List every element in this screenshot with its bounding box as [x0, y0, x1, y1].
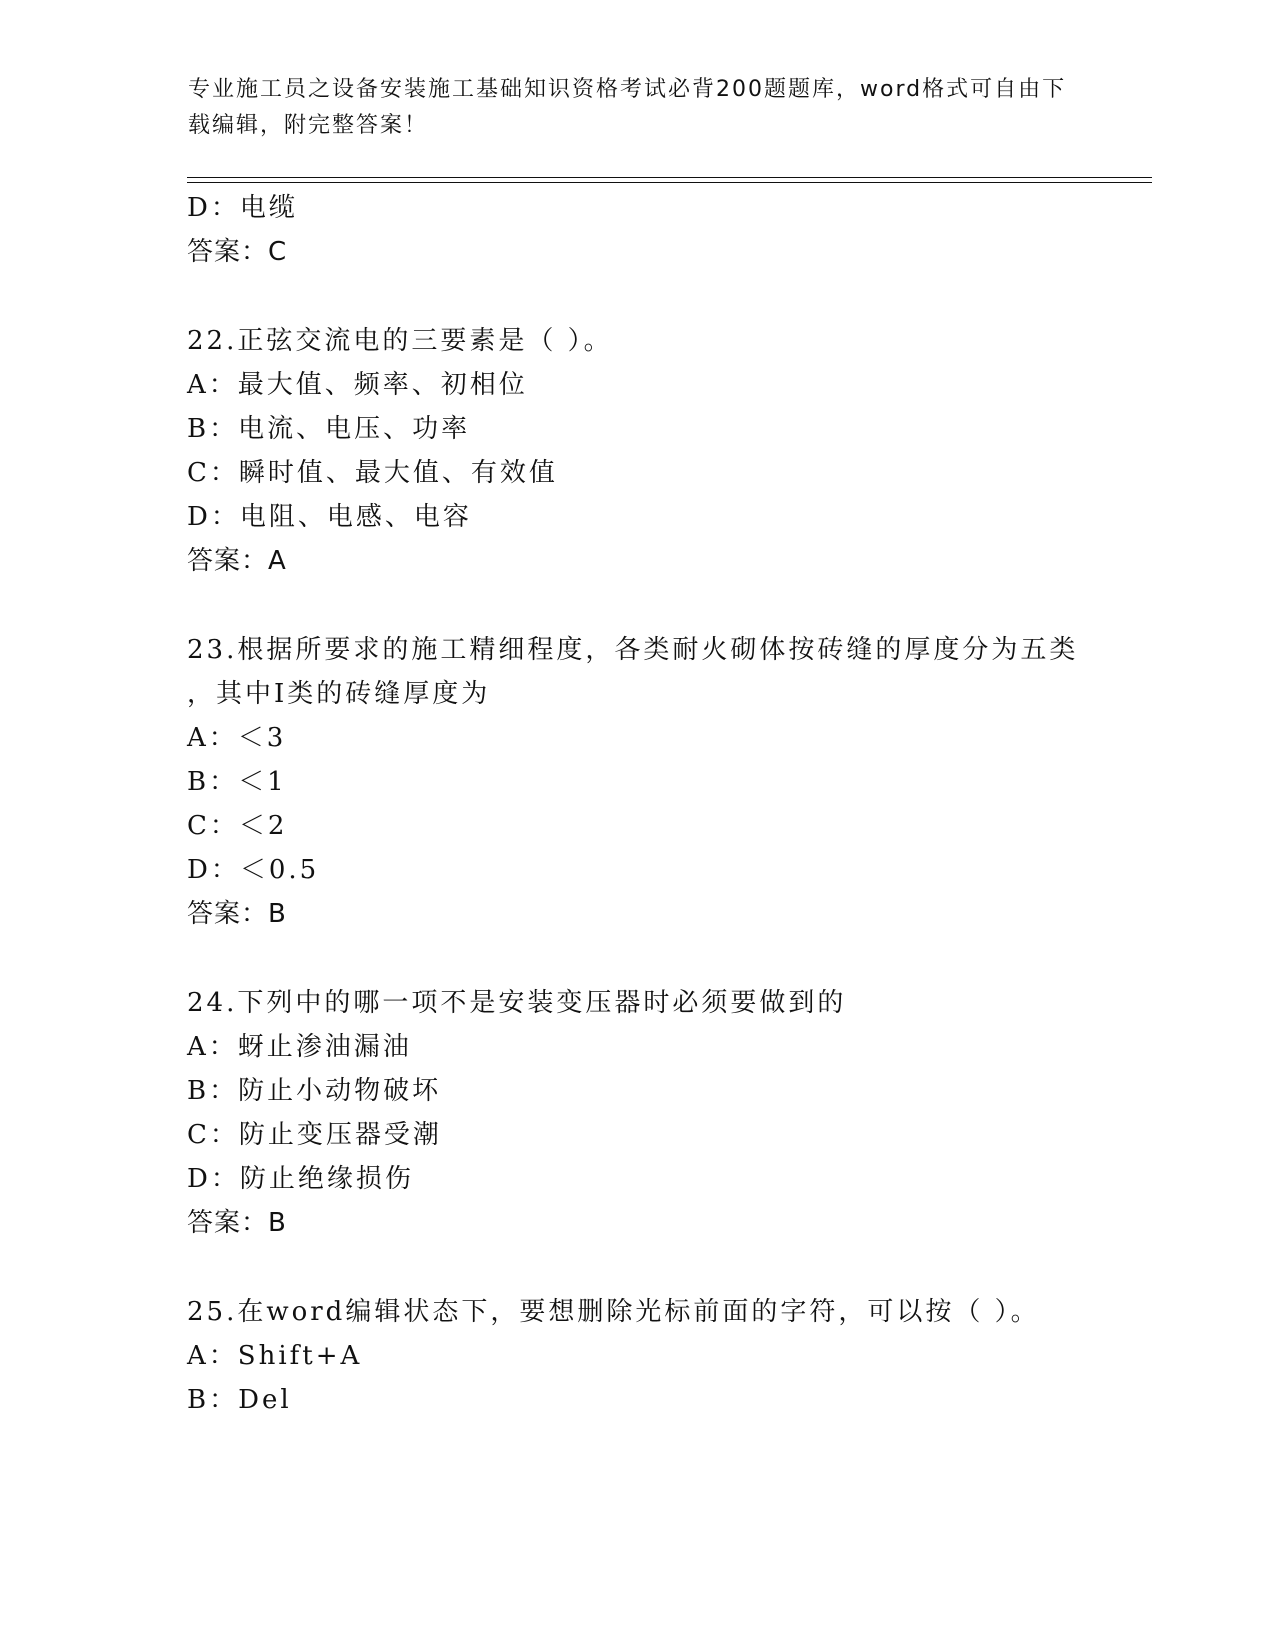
- question-22-option-c: C：瞬时值、最大值、有效值: [187, 458, 558, 488]
- question-24-stem: 24.下列中的哪一项不是安装变压器时必须要做到的: [187, 988, 847, 1018]
- question-22-stem: 22.正弦交流电的三要素是（ ）。: [187, 326, 613, 356]
- question-23-stem-line2: ，其中Ⅰ类的砖缝厚度为: [187, 679, 491, 709]
- question-23-option-d: D：＜0.5: [187, 855, 320, 885]
- answer-prev: 答案：C: [187, 237, 288, 267]
- question-24-option-d: D：防止绝缘损伤: [187, 1164, 414, 1194]
- question-22-answer: 答案：A: [187, 546, 287, 576]
- question-23-answer: 答案：B: [187, 899, 287, 929]
- header-title: 专业施工员之设备安装施工基础知识资格考试必背200题题库，word格式可自由下载编辑，附完整答案！: [188, 77, 1067, 138]
- question-22-option-a: A：最大值、频率、初相位: [187, 370, 528, 400]
- question-25-option-a: A：Shift+A: [187, 1341, 363, 1371]
- header-rule-bottom: [187, 182, 1152, 183]
- question-23-option-c: C：＜2: [187, 811, 288, 841]
- header-rule-top: [187, 177, 1152, 178]
- question-24-answer: 答案：B: [187, 1208, 287, 1238]
- question-22-option-d: D：电阻、电感、电容: [187, 502, 472, 532]
- question-24-option-c: C：防止变压器受潮: [187, 1120, 442, 1150]
- question-23-stem-line1: 23.根据所要求的施工精细程度，各类耐火砌体按砖缝的厚度分为五类: [187, 635, 1079, 665]
- question-22-option-b: B：电流、电压、功率: [187, 414, 471, 444]
- question-23-option-b: B：＜1: [187, 767, 287, 797]
- document-header: [188, 72, 1068, 144]
- question-23-option-a: A：＜3: [187, 723, 287, 753]
- question-25-stem: 25.在word编辑状态下，要想删除光标前面的字符，可以按（ ）。: [187, 1297, 1040, 1327]
- question-24-option-b: B：防止小动物破坏: [187, 1076, 442, 1106]
- option-d-prev: D：电缆: [187, 193, 298, 223]
- question-25-option-b: B：Del: [187, 1385, 292, 1415]
- question-24-option-a: A：蚜止渗油漏油: [187, 1032, 412, 1062]
